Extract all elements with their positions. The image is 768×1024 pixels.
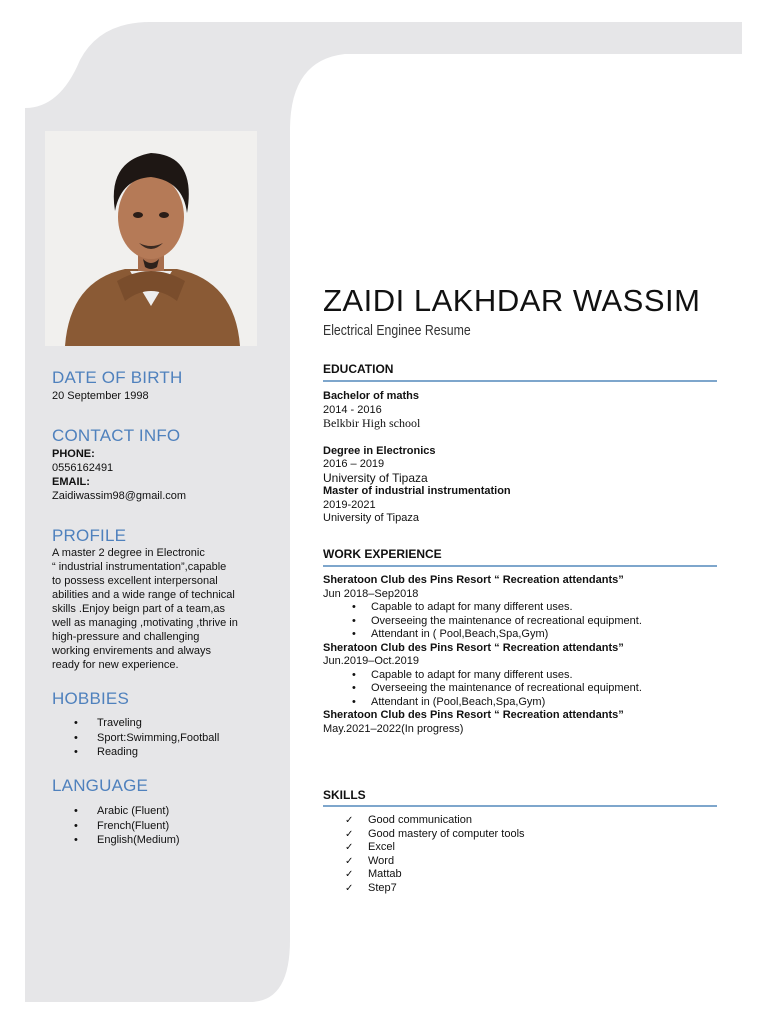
profile-heading: PROFILE [52, 526, 127, 545]
list-item: • Attendant in ( Pool,Beach,Spa,Gym) [323, 628, 642, 642]
degree-school: Belkbir High school [323, 416, 421, 430]
section-divider [323, 805, 717, 807]
list-item: • Sport:Swimming,Football [52, 731, 219, 746]
list-item: • Reading [52, 745, 219, 760]
degree-years: 2014 - 2016 [323, 403, 382, 416]
list-item: ✓ Word [323, 855, 525, 869]
profile-line: ready for new experience. [52, 659, 179, 671]
profile-text [52, 546, 238, 672]
profile-line: skills .Enjoy beign part of a team,as [52, 603, 226, 615]
skills-list [323, 814, 525, 895]
job-tasks [323, 601, 642, 642]
section-divider [323, 565, 717, 567]
list-item: • Overseeing the maintenance of recreational equipment. [323, 682, 642, 696]
list-item: • Attendant in (Pool,Beach,Spa,Gym) [323, 696, 642, 710]
profile-line: “ industrial instrumentation”,capable [52, 561, 227, 573]
profile-line: abilities and a wide range of technical [52, 589, 235, 601]
list-item: • Capable to adapt for many different uses. [323, 601, 642, 615]
list-item: • English(Medium) [52, 833, 180, 848]
resume-subtitle: Electrical Enginee Resume [323, 322, 471, 339]
degree-title: Bachelor of maths [323, 390, 419, 402]
skills-heading: SKILLS [323, 788, 366, 802]
job-dates: Jun.2019–Oct.2019 [323, 655, 420, 667]
email-value: Zaidiwassim98@gmail.com [52, 490, 187, 502]
list-item: • Traveling [52, 716, 219, 731]
profile-line: well as managing ,motivating ,thrive in [52, 617, 238, 629]
profile-line: to possess excellent interpersonal [52, 575, 218, 587]
degree-title: Degree in Electronics [323, 444, 436, 457]
language-list [52, 804, 180, 848]
profile-line: working envirements and always [52, 645, 211, 657]
degree-years: 2019-2021 [323, 498, 376, 511]
work-heading: WORK EXPERIENCE [323, 547, 442, 561]
contact-block [52, 447, 186, 503]
job-title: Sheratoon Club des Pins Resort “ Recreation attendants” [323, 574, 624, 586]
profile-line: A master 2 degree in Electronic [52, 547, 205, 559]
email-label: EMAIL: [52, 476, 90, 488]
language-heading: LANGUAGE [52, 776, 149, 795]
degree-years: 2016 – 2019 [323, 458, 385, 470]
job-title: Sheratoon Club des Pins Resort “ Recreation attendants” [323, 709, 624, 721]
profile-line: high-pressure and challenging [52, 631, 200, 643]
list-item: • Capable to adapt for many different uses. [323, 669, 642, 683]
list-item: ✓ Step7 [323, 882, 525, 896]
profile-photo [45, 131, 257, 346]
phone-value: 0556162491 [52, 462, 114, 474]
phone-label: PHONE: [52, 448, 95, 460]
list-item: ✓ Good communication [323, 814, 525, 828]
list-item: ✓ Good mastery of computer tools [323, 828, 525, 842]
section-divider [323, 380, 717, 382]
job-tasks [323, 669, 642, 710]
dob-value: 20 September 1998 [52, 390, 149, 402]
degree-school: University of Tipaza [323, 470, 428, 485]
job-dates: Jun 2018–Sep2018 [323, 587, 419, 600]
list-item: • French(Fluent) [52, 819, 180, 834]
job-dates: May.2021–2022(In progress) [323, 722, 464, 735]
list-item: ✓ Mattab [323, 868, 525, 882]
degree-school: University of Tipaza [323, 512, 419, 524]
contact-heading: CONTACT INFO [52, 426, 181, 445]
education-heading: EDUCATION [323, 362, 394, 376]
education-entries [323, 390, 511, 526]
job-title: Sheratoon Club des Pins Resort “ Recreation attendants” [323, 641, 624, 654]
degree-title: Master of industrial instrumentation [323, 485, 511, 497]
hobbies-list [52, 716, 219, 760]
list-item: • Overseeing the maintenance of recreational equipment. [323, 615, 642, 629]
candidate-name: ZAIDI LAKHDAR WASSIM [323, 283, 701, 318]
list-item: ✓ Excel [323, 841, 525, 855]
dob-heading: DATE OF BIRTH [52, 368, 183, 387]
hobbies-heading: HOBBIES [52, 689, 129, 708]
work-entries [323, 574, 642, 736]
list-item: • Arabic (Fluent) [52, 804, 180, 819]
